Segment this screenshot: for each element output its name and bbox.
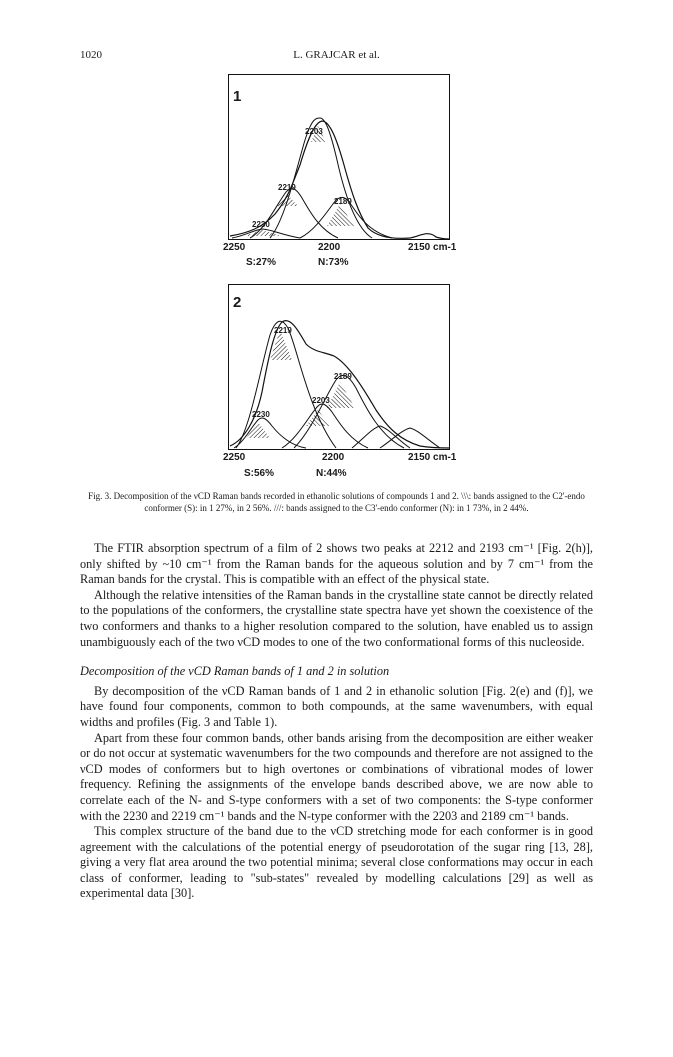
x-tick: 2200 — [318, 242, 341, 253]
paragraph: Apart from these four common bands, other bands arising from the decomposition are either weaker or do not occur at systematic wavenumbers for the two compounds and therefore are not assigned to the νCD modes of conformers but to high overtones or combinations of vibrational modes of lower frequency. Refining the assignments of the envelope bands described above, we are now able to correlate each of the N- and S-type conformers with a set of two components: the S-type conformer with the 2230 and 2219 cm⁻¹ bands and the N-type conformer with the 2203 and 2189 cm⁻¹ bands. — [80, 730, 593, 823]
paragraph: By decomposition of the νCD Raman bands of 1 and 2 in ethanolic solution [Fig. 2(e) and (f)], we have found four components, common to both compounds, at the same wavenumbers, with equal widths and profiles (Fig. 3 and Table 1). — [80, 683, 593, 729]
band-label: 2230 — [252, 410, 270, 419]
x-tick: 2250 — [223, 242, 246, 253]
x-tick: 2250 — [223, 452, 246, 463]
band-label: 2219 — [278, 183, 296, 192]
x-tick: 2200 — [322, 452, 345, 463]
band-2219-hatch — [276, 194, 298, 206]
band-label: 2219 — [274, 326, 292, 335]
band-label: 2203 — [305, 127, 323, 136]
x-tick: 2150 cm-1 — [408, 452, 457, 463]
band-label: 2189 — [334, 197, 352, 206]
paragraph: This complex structure of the band due to the νCD stretching mode for each conformer is in good agreement with the calculations of the potential energy of pseudorotation of the sugar ring [13, 28], giving a very flat area around the two potential minima; several close conformations may occur in each class of conformer, leading to "sub-states" revealed by modelling calculations [29] as well as experimental data [30]. — [80, 824, 593, 901]
figure-caption: Fig. 3. Decomposition of the νCD Raman bands recorded in ethanolic solutions of compounds 1 and 2. \\\: bands assigned to the C2'-endo conformer (S): in 1 27%, in 2 56%. ///: bands assigned to the C3'-endo conformer (N): in 1 73%, in 2 44%. — [88, 491, 585, 513]
conformer-label-s: S:56% — [244, 468, 275, 479]
running-head: L. GRAJCAR et al. — [293, 49, 380, 61]
section-heading: Decomposition of the νCD Raman bands of 1 and 2 in solution — [80, 664, 390, 679]
conformer-label-n: N:44% — [316, 468, 347, 479]
spectrum-panel-2 — [228, 284, 450, 450]
x-tick: 2150 cm-1 — [408, 242, 457, 253]
conformer-label-n: N:73% — [318, 257, 349, 268]
conformer-label-s: S:27% — [246, 257, 277, 268]
body-text — [80, 541, 593, 902]
band-label: 2189 — [334, 372, 352, 381]
panel-label-2: 2 — [233, 294, 242, 311]
page-number: 1020 — [80, 49, 102, 61]
paragraph: The FTIR absorption spectrum of a film of 2 shows two peaks at 2212 and 2193 cm⁻¹ [Fig. 2(h)], only shifted by ~10 cm⁻¹ from the Raman bands for the aqueous solution and by 7 cm⁻¹ from the Raman bands for the crystal. This is compatible with an effect of the physical state. — [80, 541, 593, 587]
band-label: 2230 — [252, 220, 270, 229]
paragraph: Although the relative intensities of the Raman bands in the crystalline state cannot be directly related to the populations of the conformers, the crystalline state spectra have yet shown the coexistence of the two conformers and thanks to a higher resolution compared to the solution, have enabled us to assign unambiguously each of the two νCD modes to one of the two conformational forms of this nucleoside. — [80, 587, 593, 649]
band-label: 2203 — [312, 396, 330, 405]
panel-label-1: 1 — [233, 88, 242, 105]
